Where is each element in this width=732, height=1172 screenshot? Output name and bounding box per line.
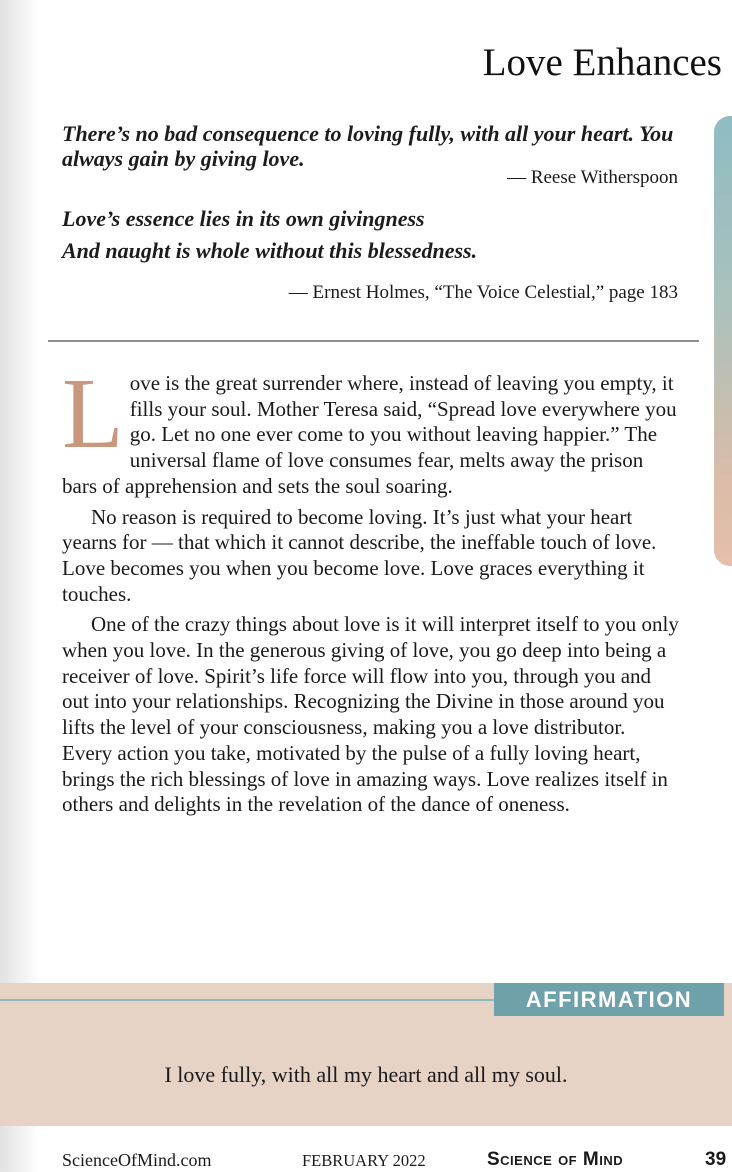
section-tab-edge xyxy=(714,116,732,566)
affirmation-rule xyxy=(0,999,494,1001)
footer-magazine-name: Science of Mind xyxy=(487,1149,624,1170)
footer-issue-date: FEBRUARY 2022 xyxy=(302,1151,426,1170)
article-body xyxy=(62,357,680,818)
quote-line: Love’s essence lies in its own givingness xyxy=(62,206,425,231)
paragraph-text: ove is the great surrender where, instead of leaving you empty, it fills your soul. Mother Teresa said, “Spread love everywhere you go. Let no one ever come to you without leaving happier.” The universal flame of love consumes fear, melts away the prison bars of apprehension and sets the soul soaring. xyxy=(62,371,677,498)
affirmation-label: AFFIRMATION xyxy=(494,983,724,1016)
article-paragraph xyxy=(62,357,680,500)
article-paragraph: No reason is required to become loving. It’s just what your heart yearns for — that which it cannot describe, the ineffable touch of love. Love becomes you when you become love. Love graces everything it touches. xyxy=(62,504,657,606)
quote-holmes xyxy=(62,203,477,267)
quote-witherspoon: There’s no bad consequence to loving fully, with all your heart. You always gain by giving love. xyxy=(62,121,674,171)
quote-line: And naught is whole without this blessedness. xyxy=(62,238,478,263)
footer-website: ScienceOfMind.com xyxy=(62,1150,212,1170)
affirmation-text: I love fully, with all my heart and all my soul. xyxy=(164,1062,568,1087)
article-paragraph: One of the crazy things about love is it will interpret itself to you only when you love. In the generous giving of love, you go deep into being a receiver of love. Spirit’s life force will flow into you, through you and out into your relationships. Recognizing the Divine in those around you lifts the level of your consciousness, making you a love distributor. Every action you take, motivated by the pulse of a fully loving heart, brings the rich blessings of love in amazing ways. Love realizes itself in others and delights in the revelation of the dance of oneness. xyxy=(62,612,679,817)
section-divider xyxy=(48,340,699,342)
page-title: Love Enhances xyxy=(482,41,722,84)
quote-attribution-witherspoon: — Reese Witherspoon xyxy=(507,167,678,188)
quote-attribution-holmes: — Ernest Holmes, “The Voice Celestial,” page 183 xyxy=(288,282,678,303)
footer-page-number: 39 xyxy=(705,1149,727,1170)
drop-cap: L xyxy=(62,357,124,469)
